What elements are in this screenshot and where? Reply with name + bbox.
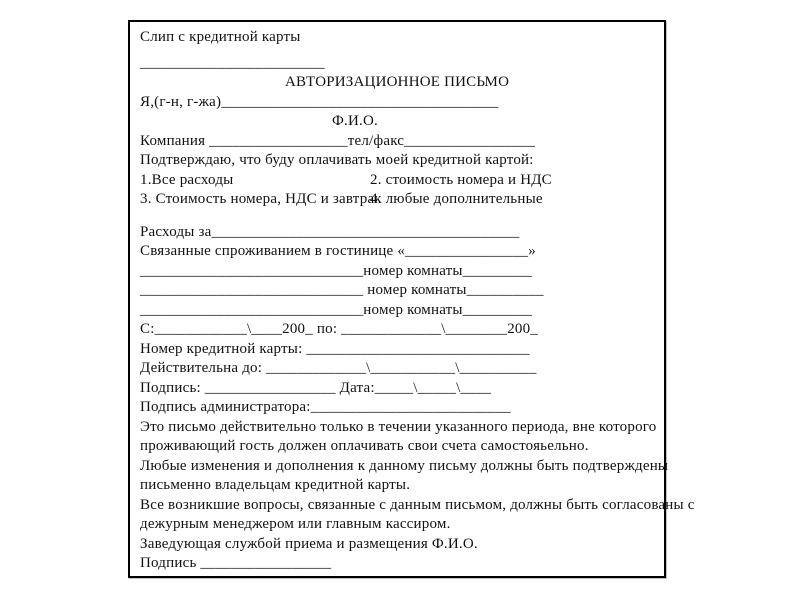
spacer (140, 210, 656, 223)
questions-text-1: Все возникшие вопросы, связанные с данным письмом, должны быть согласованы с (140, 496, 695, 513)
valid-until-line: Действительна до: _____________\___________\__________ (140, 360, 537, 376)
validity-text-1: Это письмо действительно только в течении указанного периода, вне которого (140, 418, 657, 435)
credit-card-slip-form (128, 20, 695, 578)
room-line-3: _____________________________номер комнаты_________ (140, 301, 533, 318)
options-row-2-left: 3. Стоимость номера, НДС и завтрак (140, 191, 382, 207)
form-title: Слип с кредитной карты (140, 29, 301, 45)
final-signature-line: Подпись _________________ (140, 555, 332, 571)
hotel-line: Связанные спроживанием в гостинице «________________» (140, 243, 536, 259)
name-line: Я,(г-н, г-жа)____________________________________ (140, 93, 499, 110)
questions-text-2: дежурным менеджером или главным кассиром. (140, 516, 451, 532)
room-line-2: _____________________________ номер комнаты__________ (140, 282, 544, 298)
options-row-1-left: 1.Все расходы (140, 171, 234, 188)
auth-heading: АВТОРИЗАЦИОННОЕ ПИСЬМО (285, 74, 510, 90)
manager-line: Заведующая службой приема и размещения Ф.И.О. (140, 535, 478, 552)
expenses-line: Расходы за________________________________________ (140, 223, 520, 240)
form-lines (130, 22, 695, 574)
confirm-line: Подтверждаю, что буду оплачивать моей кредитной картой: (140, 152, 534, 168)
options-row-1-right: 2. стоимость номера и НДС (370, 171, 552, 188)
card-number-line: Номер кредитной карты: _____________________________ (140, 340, 530, 357)
dates-line: С:____________\____200_ по: _____________\________200_ (140, 321, 539, 337)
admin-signature-line: Подпись администратора:__________________________ (140, 399, 511, 415)
changes-text-2: письменно владельцам кредитной карты. (140, 477, 411, 493)
blank-line-top: ________________________ (140, 54, 325, 71)
signature-date-line: Подпись: _________________ Дата:_____\_____\____ (140, 379, 492, 396)
changes-text-1: Любые изменения и дополнения к данному письму должны быть подтверждены (140, 457, 669, 474)
fio-label: Ф.И.О. (332, 113, 378, 129)
company-line: Компания __________________тел/факс_________________ (140, 132, 536, 149)
room-line-1: _____________________________номер комнаты_________ (140, 262, 533, 279)
validity-text-2: проживающий гость должен оплачивать свои счета самостояьельно. (140, 438, 589, 454)
options-row-2 (140, 190, 656, 210)
options-row-1 (140, 171, 656, 191)
options-row-2-right: 4. любые дополнительные (370, 191, 543, 207)
